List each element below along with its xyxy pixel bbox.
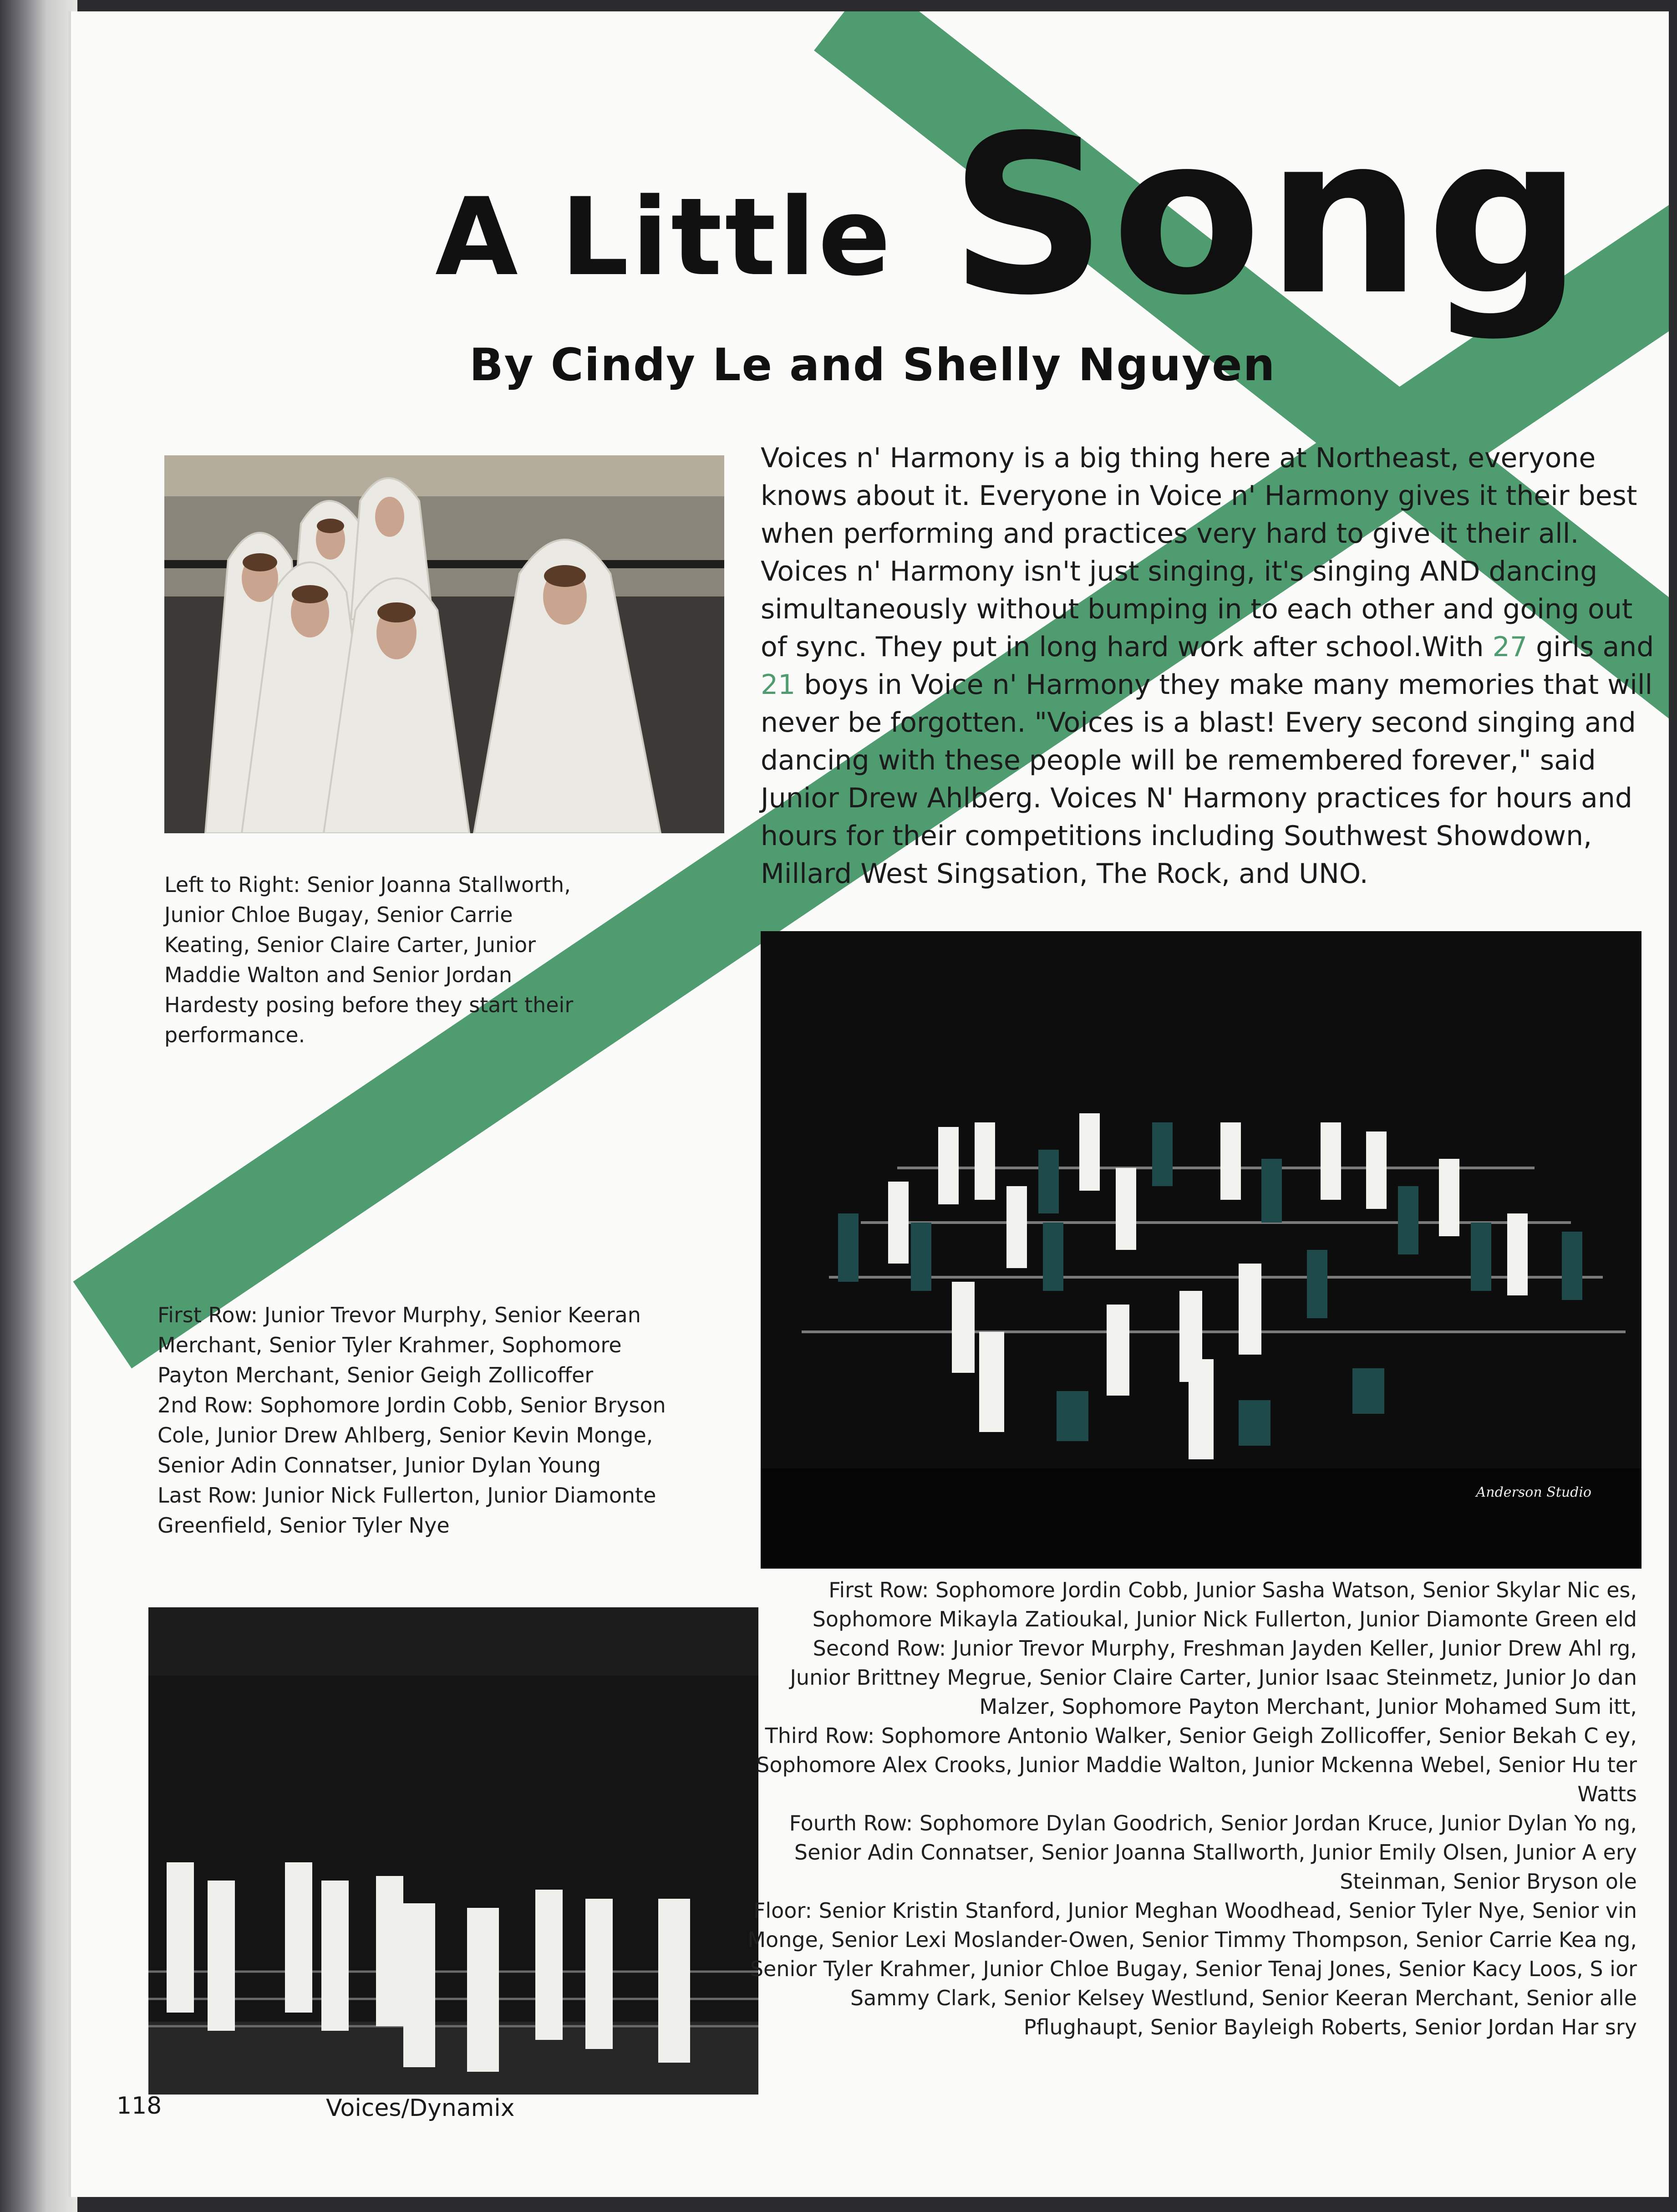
section-name: Voices/Dynamix [326,2095,515,2122]
photo-credit: Anderson Studio [1476,1484,1591,1500]
group-photo-illustration [761,931,1641,1569]
body-text-2: girls and [1527,631,1654,663]
photo-group [761,931,1641,1569]
body-text-3: boys in Voice n' Harmony they make many memories that will never be forgotten. "Voices is a blast! Every second singing and dancing with these people will be remembered forever," said Junior Drew Ahlberg. Voices N' Harmony practices for hours and hours for their competitions including Southwest Showdown, Millard West Singsation, The Rock, and UNO. [761,669,1653,890]
page-title-part2: Song [950,89,1587,343]
book-spine [0,0,77,2212]
performers-illustration [148,1607,758,2095]
caption-bottom-photo: First Row: Junior Trevor Murphy, Senior Keeran Merchant, Senior Tyler Krahmer, Sophomore Payton Merchant, Senior Geigh Zollicoffer 2nd Row: Sophomore Jordin Cobb, Senior Bryson Cole, Junior Drew Ahlberg, Senior Kevin Monge, Senior Adin Connatser, Junior Dylan Young Last Row: Junior Nick Fullerton, Junior Diamonte Greenfield, Senior Tyler Nye [158,1303,666,1538]
body-text-1: Voices n' Harmony is a big thing here at Northeast, everyone knows about it. Everyone in Voice n' Harmony gives it their best when performing and practices very hard to give it their all. Voices n' Harmony isn't just singing, it's singing AND dancing simultaneously without bumping in to each other and going out of sync. They put in long hard work after school.With [761,442,1637,663]
page-number: 118 [117,2092,162,2120]
caption-hooded-singers: Left to Right: Senior Joanna Stallworth, Junior Chloe Bugay, Senior Carrie Keating, Senior Claire Carter, Junior Maddie Walton and Senior Jordan Hardesty posing before they start their performance. [164,872,574,1047]
article-body [761,439,1662,893]
page-title-part1: A Little [435,175,894,300]
byline: By Cindy Le and Shelly Nguyen [469,339,1276,391]
boys-count: 21 [761,669,796,701]
hooded-singers-illustration [164,455,724,833]
yearbook-page [68,11,1669,2197]
photo-hooded-singers [164,455,724,833]
photo-performers [148,1607,758,2095]
caption-group-photo: First Row: Sophomore Jordin Cobb, Junior Sasha Watson, Senior Skylar Nic es, Sophomore Mikayla Zatioukal, Junior Nick Fullerton, Junior Diamonte Green eld Second Row: Junior Trevor Murphy, Freshman Jayden Keller, Junior Drew Ahl rg, Junior Brittney Megrue, Senior Claire Carter, Junior Isaac Steinmetz, Junior Jo dan Malzer, Sophomore Payton Merchant, Junior Mohamed Sum itt, Third Row: Sophomore Antonio Walker, Senior Geigh Zollicoffer, Senior Bekah C ey, Sophomore Alex Crooks, Junior Maddie Walton, Junior Mckenna Webel, Senior Hu ter Watts Fourth Row: Sophomore Dylan Goodrich, Senior Jordan Kruce, Junior Dylan Yo ng, Senior Adin Connatser, Senior Joanna Stallworth, Junior Emily Olsen, Junior A ery Steinman, Senior Bryson ole Floor: Senior Kristin Stanford, Junior Meghan Woodhead, Senior Tyler Nye, Senior vin Monge, Senior Lexi Moslander-Owen, Senior Timmy Thompson, Senior Carrie Kea ng, Senior Tyler Krahmer, Junior Chloe Bugay, Senior Tenaj Jones, Senior Kacy Loos, S ior Sammy Clark, Senior Kelsey Westlund, Senior Keeran Merchant, Senior alle Pflughaupt, Senior Bayleigh Roberts, Senior Jordan Har sry [747,1578,1637,2039]
girls-count: 27 [1492,631,1527,663]
